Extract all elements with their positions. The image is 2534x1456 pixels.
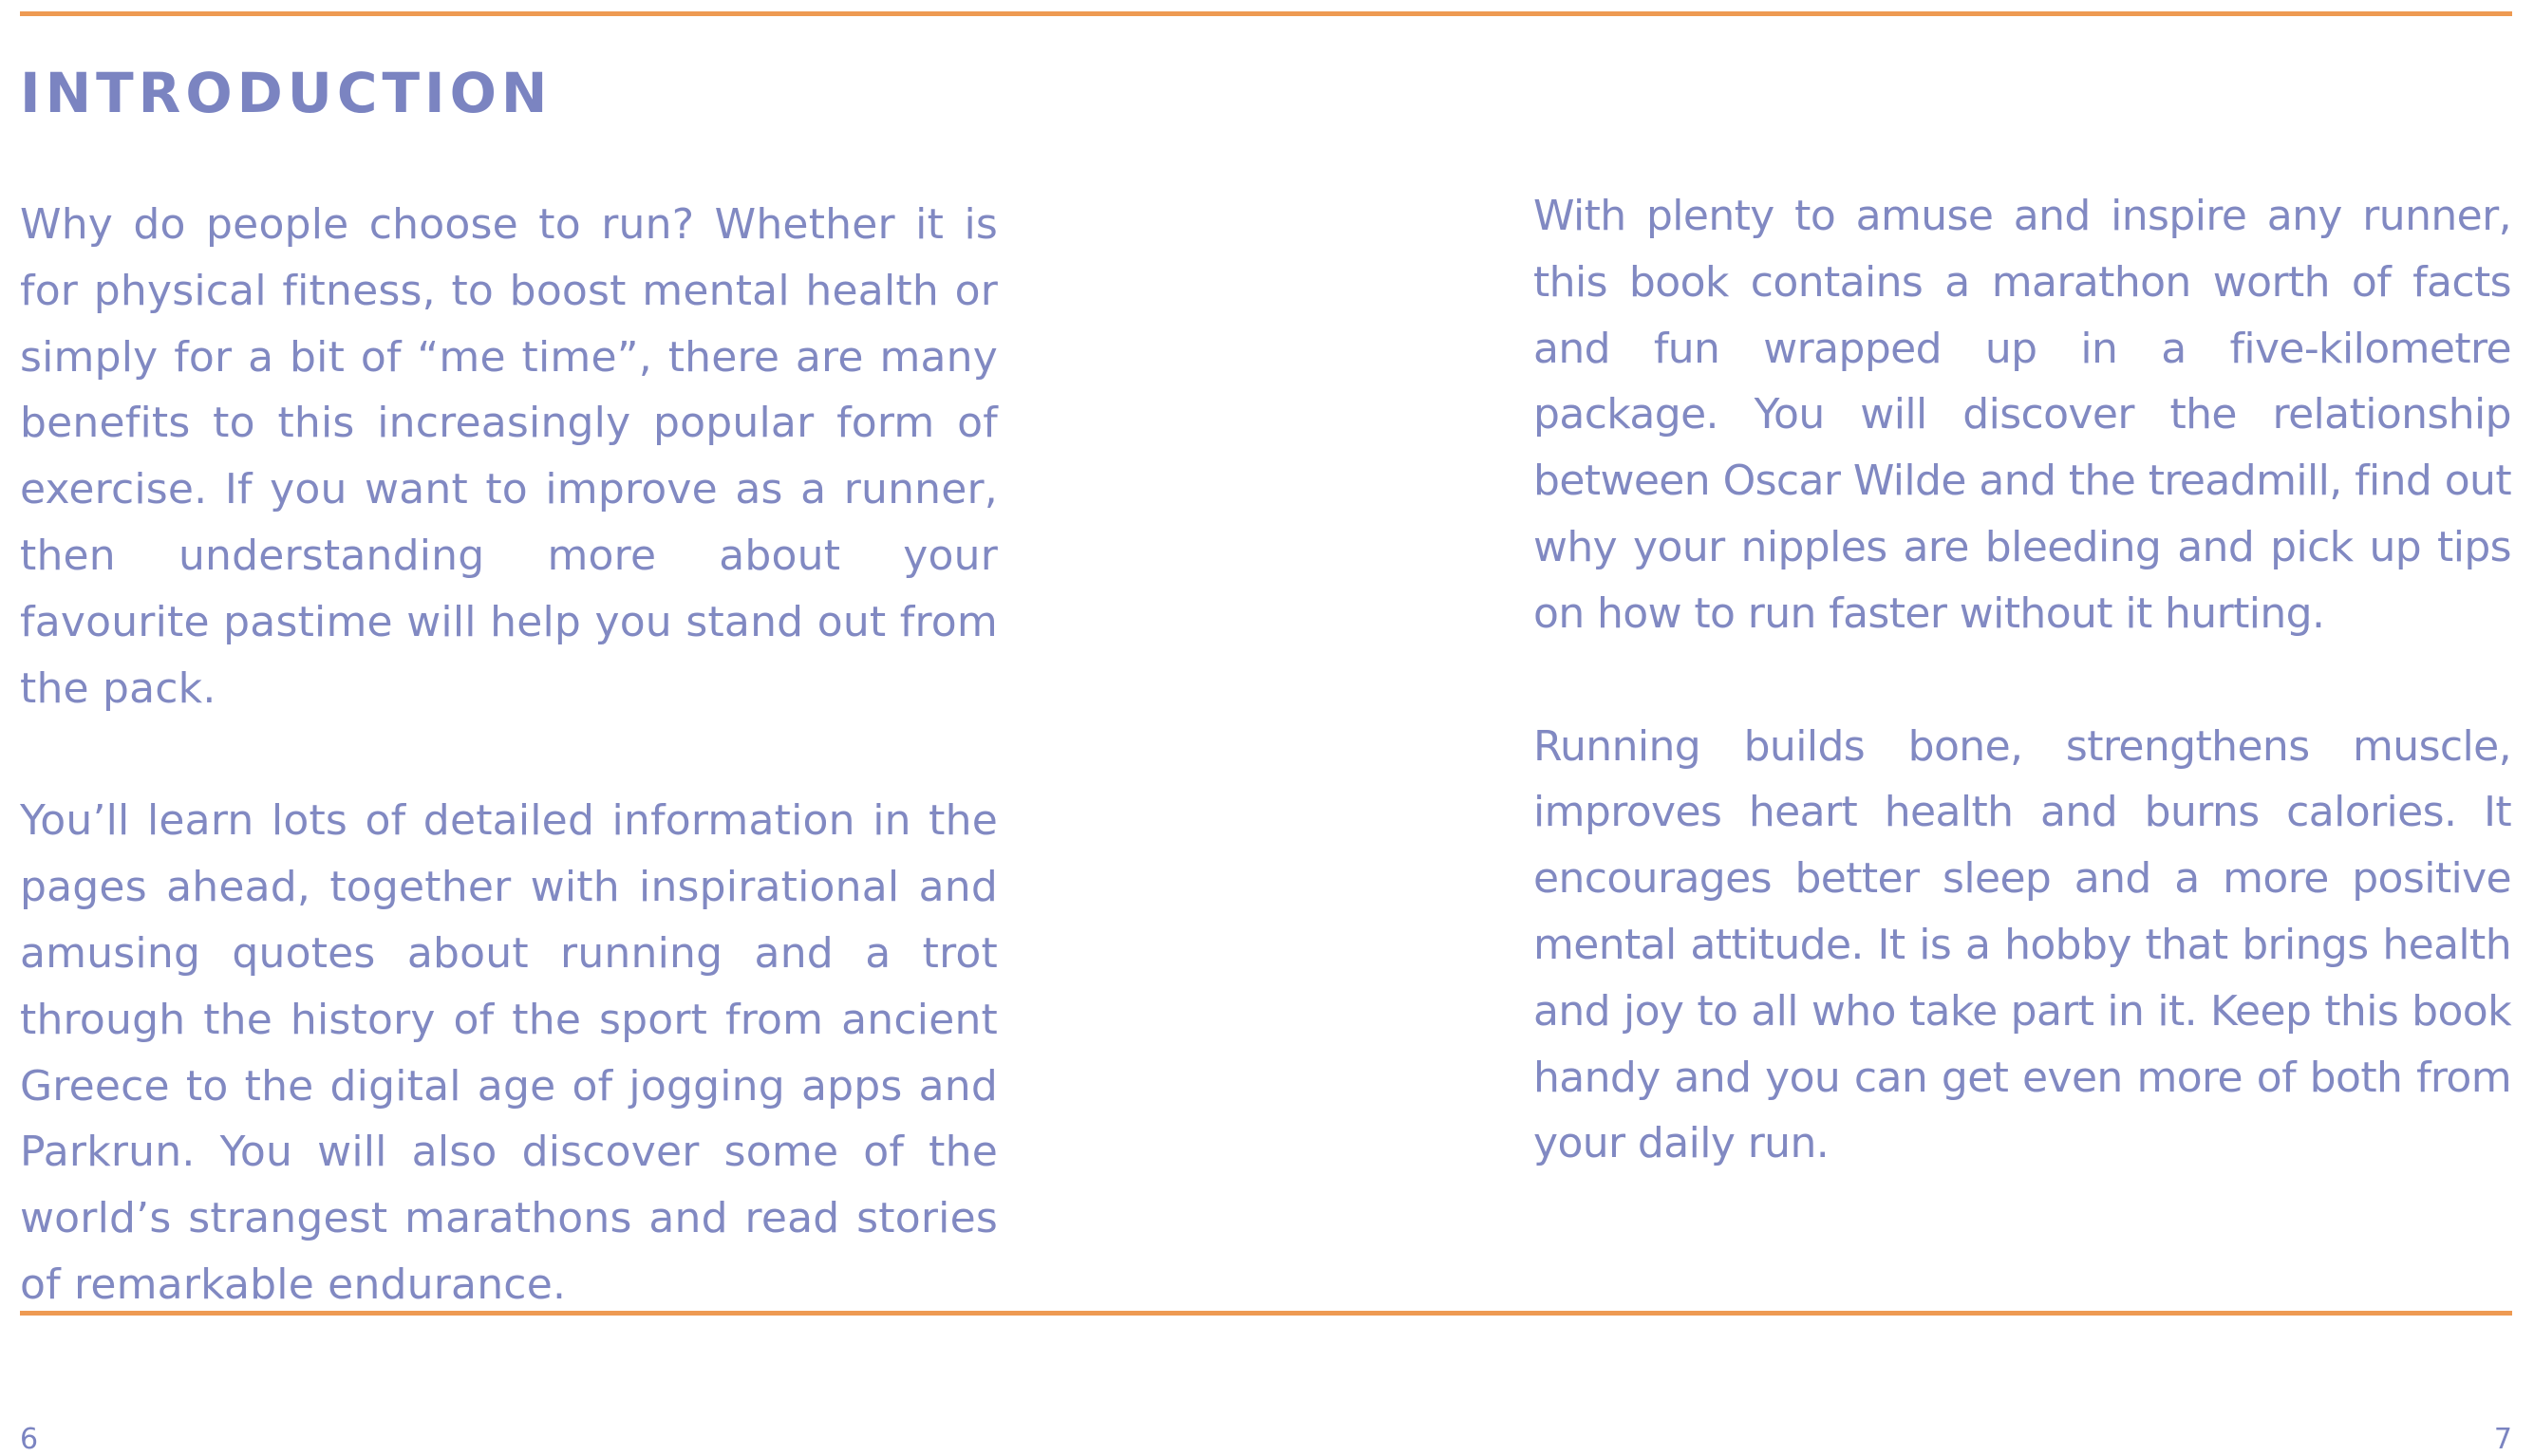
- bottom-divider: [20, 1311, 2512, 1316]
- right-column: [1533, 183, 2511, 1243]
- right-paragraph-1: With plenty to amuse and inspire any runner, this book contains a marathon worth of facts and fun wrapped up in a five-kilometre package. You will discover the relationship between Oscar Wilde and the treadmill, find out why your nipples are bleeding and pick up tips on how to run faster without it hurting.: [1533, 192, 2511, 638]
- left-column: [20, 192, 998, 1385]
- right-paragraph-2: Running builds bone, strengthens muscle, improves heart health and burns calories. It encourages better sleep and a more positive mental attitude. It is a hobby that brings health and joy to all who take part in it. Keep this book handy and you can get even more of both from your daily run.: [1533, 721, 2511, 1168]
- page-number-right: 7: [2493, 1423, 2512, 1456]
- page-heading: INTRODUCTION: [20, 61, 553, 125]
- page-number-left: 6: [20, 1423, 39, 1456]
- top-divider: [20, 11, 2512, 16]
- left-paragraph-2: You’ll learn lots of detailed information in the pages ahead, together with inspirational and amusing quotes about running and a trot through the history of the sport from ancient Greece to the digital age of jogging apps and Parkrun. You will also discover some of the world’s strangest marathons and read stories of remarkable endurance.: [20, 796, 998, 1309]
- left-paragraph-1: Why do people choose to run? Whether it is for physical fitness, to boost mental health or simply for a bit of “me time”, there are many benefits to this increasingly popular form of exercise. If you want to improve as a runner, then understanding more about your favourite pastime will help you stand out from the pack.: [20, 200, 998, 713]
